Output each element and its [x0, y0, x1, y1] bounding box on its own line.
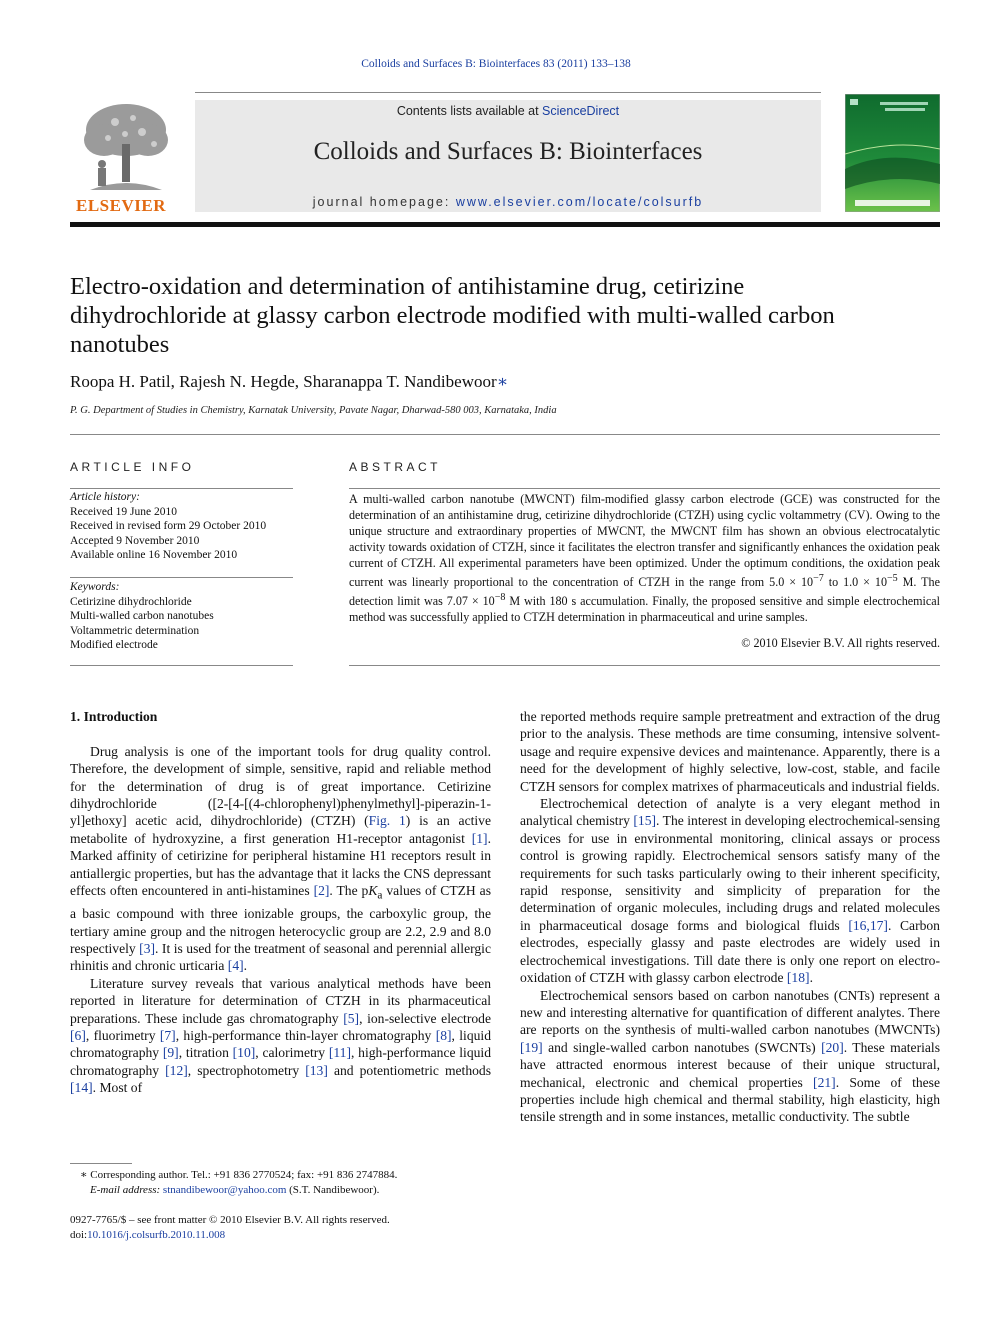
reference-link[interactable]: [1] [471, 830, 488, 846]
reference-link[interactable]: [15] [633, 813, 657, 829]
article-title: Electro-oxidation and determination of antihistamine drug, cetirizine dihydrochloride at glassy carbon electrode modified with multi-walled carbon nanotubes [70, 273, 835, 358]
sciencedirect-link[interactable]: ScienceDirect [542, 104, 620, 118]
footnote-rule [70, 1163, 132, 1164]
body-column-right [520, 708, 940, 1126]
history-item: Received in revised form 29 October 2010 [70, 520, 267, 533]
issn-line: 0927-7765/$ – see front matter © 2010 Elsevier B.V. All rights reserved. [70, 1214, 390, 1226]
keyword-item: Cetirizine dihydrochloride [70, 595, 192, 608]
article-info-heading: ARTICLE INFO [70, 460, 195, 474]
reference-link[interactable]: [14] [70, 1080, 93, 1096]
section-heading-introduction: 1. Introduction [70, 709, 158, 724]
keyword-item: Voltammetric determination [70, 624, 200, 637]
history-label: Article history: [70, 491, 140, 503]
abstract-text: A multi-walled carbon nanotube (MWCNT) film-modified glassy carbon electrode (GCE) was constructed for the determination of an antihistamine drug, cetirizine dihydrochloride (CTZH) using cyclic voltammetry (CV). Owing to the unique structure and extraordinary properties of MWCNT, the MWCNT film has shown an obvious electrocatalytic activity towards oxidation of CTZH, since it facilitates the electron transfer and significantly enhances the oxidation peak current of CTZH. All experimental parameters have been optimized. Under the optimum conditions, the oxidation peak current was linearly proportional to the concentration of CTZH in the range from $5.0 \times 10^{-7}$ to $1.0 \times 10^{-5}$ M. The detection limit was $7.07 \times 10^{-8}$ M with 180 s accumulation. Finally, the proposed sensitive and simple electrochemical method was successfully applied to CTZH determination in pharmaceutical and urine samples. [349, 492, 940, 625]
keyword-item: Multi-walled carbon nanotubes [70, 610, 214, 623]
journal-citation[interactable]: Colloids and Surfaces B: Biointerfaces 83 (2011) 133–138 [361, 58, 631, 70]
journal-cover-image [845, 94, 940, 212]
reference-link[interactable]: [2] [313, 883, 330, 899]
paragraph: Drug analysis is one of the important tools for drug quality control. Therefore, the development of simple, sensitive, rapid and reliable method for the determination of drug is of great importance. Cetirizine dihydrochloride ([2-[4-[(4-chlorophenyl)phenylmethyl]-piperazin-1-yl]ethoxy] acetic acid, dihydrochloride) (CTZH) (Fig. 1) is an active metabolite of hydroxyzine, a first generation H1-receptor antagonist [1]. Marked affinity of cetirizine for peripheral histamine H1 receptors result in antiallergic properties, but has the advantage that it lacks the CNS depressant effects often encountered in anti-histamines [2]. The $pK_a$ values of CTZH as a basic compound with three ionizable groups, the carboxylic group, the tertiary amine group and the nitrogen heterocyclic group are 2.2, 2.9 and 8.0 respectively [3]. It is used for the treatment of seasonal and perennial allergic rhinitis and chronic urticaria [4]. [70, 743, 491, 974]
history-item: Available online 16 November 2010 [70, 549, 238, 562]
reference-link[interactable]: [8] [435, 1028, 452, 1044]
reference-link[interactable]: [11] [328, 1045, 352, 1061]
masthead-divider [70, 222, 940, 227]
section-divider [70, 434, 940, 435]
reference-link[interactable]: [6] [70, 1028, 86, 1044]
paragraph: the reported methods require sample pretreatment and extraction of the drug prior to the analysis. These methods are time consuming, intensive solvent-usage and require expensive devices and maintenance. Apparently, there is a need for the development of highly selective, low-cost, stable, and facile CTZH sensors for complex matrixes of pharmaceuticals and industrial fields. [520, 709, 940, 794]
keywords-label: Keywords: [70, 581, 120, 593]
contents-line: Contents lists available at ScienceDirect [396, 104, 620, 118]
reference-link[interactable]: [12] [165, 1062, 188, 1078]
reference-link[interactable]: [4] [227, 958, 244, 974]
paragraph: Electrochemical sensors based on carbon nanotubes (CNTs) represent a new and interesting alternative for quantification of different analytes. There are reports on the synthesis of multi-walled carbon nanotubes (MWCNTs) [19] and single-walled carbon nanotubes (SWCNTs) [20]. These materials have attracted enormous interest because of their unique structural, mechanical, electronic and chemical properties [21]. Some of these properties include high chemical and thermal stability, high elasticity, high tensile strength and in some instances, metallic conductivity. The subtle [520, 987, 940, 1125]
reference-link[interactable]: [9] [162, 1045, 179, 1061]
reference-link[interactable]: [3] [139, 940, 156, 956]
journal-homepage: journal homepage: www.elsevier.com/locate/colsurfb [312, 195, 704, 209]
front-matter [70, 1213, 491, 1242]
email-link[interactable]: stnandibewoor@yahoo.com [162, 1183, 287, 1196]
corresponding-author-footnote: ∗ Corresponding author. Tel.: +91 836 2770524; fax: +91 836 2747884. E-mail address: stnandibewoor@yahoo.com (S.T. Nandibewoor). [80, 1169, 398, 1196]
reference-link[interactable]: [7] [159, 1028, 176, 1044]
reference-link[interactable]: [18] [786, 970, 810, 986]
keywords [70, 580, 293, 653]
info-divider [70, 577, 293, 578]
elsevier-wordmark: ELSEVIER [76, 196, 166, 215]
reference-link[interactable]: [21] [813, 1074, 836, 1090]
doi-link[interactable]: 10.1016/j.colsurfb.2010.11.008 [87, 1228, 226, 1241]
abstract-divider [349, 488, 940, 489]
body-column-left [70, 708, 491, 1097]
doi-line: doi:10.1016/j.colsurfb.2010.11.008 [70, 1228, 226, 1241]
header-rule [195, 92, 821, 93]
article-history [70, 490, 293, 563]
reference-link[interactable]: [13] [305, 1062, 328, 1078]
figure-link[interactable]: Fig. 1 [368, 813, 406, 829]
info-divider [70, 488, 293, 489]
abstract-divider [349, 665, 940, 666]
journal-homepage-link[interactable]: www.elsevier.com/locate/colsurfb [455, 195, 704, 209]
reference-link[interactable]: [19] [520, 1039, 543, 1055]
paragraph: Literature survey reveals that various analytical methods have been reported in literature for determination of CTZH in its pharmaceutical preparations. These include gas chromatography [5], ion-selective electrode [6], fluorimetry [7], high-performance thin-layer chromatography [8], liquid chromatography [9], titration [10], calorimetry [11], high-performance liquid chromatography [12], spectrophotometry [13] and potentiometric methods [14]. Most of [70, 975, 492, 1096]
author-list: Roopa H. Patil, Rajesh N. Hegde, Sharanappa T. Nandibewoor∗ [70, 372, 509, 391]
journal-title: Colloids and Surfaces B: Biointerfaces [313, 138, 703, 165]
reference-link[interactable]: [5] [343, 1010, 360, 1026]
info-divider [70, 665, 293, 666]
paragraph: Electrochemical detection of analyte is a very elegant method in analytical chemistry [15]. The interest in developing electrochemical-sensing devices for use in environmental monitoring, clinical assays or process control is growing rapidly. Electrochemical sensors satisfy many of the requirements for such tasks particularly owing to their inherent specificity, rapid response, sensitivity and simplicity of preparation for the determination of organic molecules, including drugs and related molecules in pharmaceutical dosage forms and biological fluids [16,17]. Carbon electrodes, especially glassy and paste electrodes are widely used in electrochemical investigations. Till date there is only one report on electro-oxidation of CTZH with glassy carbon electrode [18]. [520, 796, 940, 986]
corresponding-author-mark[interactable]: ∗ [496, 372, 509, 391]
author-affiliation: P. G. Department of Studies in Chemistry, Karnatak University, Pavate Nagar, Dharwad-580 003, Karnataka, India [70, 405, 557, 416]
keyword-item: Modified electrode [70, 639, 158, 652]
history-item: Accepted 9 November 2010 [70, 534, 200, 547]
reference-link[interactable]: [20] [821, 1039, 844, 1055]
abstract-copyright: © 2010 Elsevier B.V. All rights reserved. [741, 636, 940, 650]
abstract-heading: ABSTRACT [349, 460, 442, 474]
reference-link[interactable]: [10] [232, 1045, 256, 1061]
reference-link[interactable]: [16,17] [848, 917, 888, 933]
history-item: Received 19 June 2010 [70, 505, 177, 518]
